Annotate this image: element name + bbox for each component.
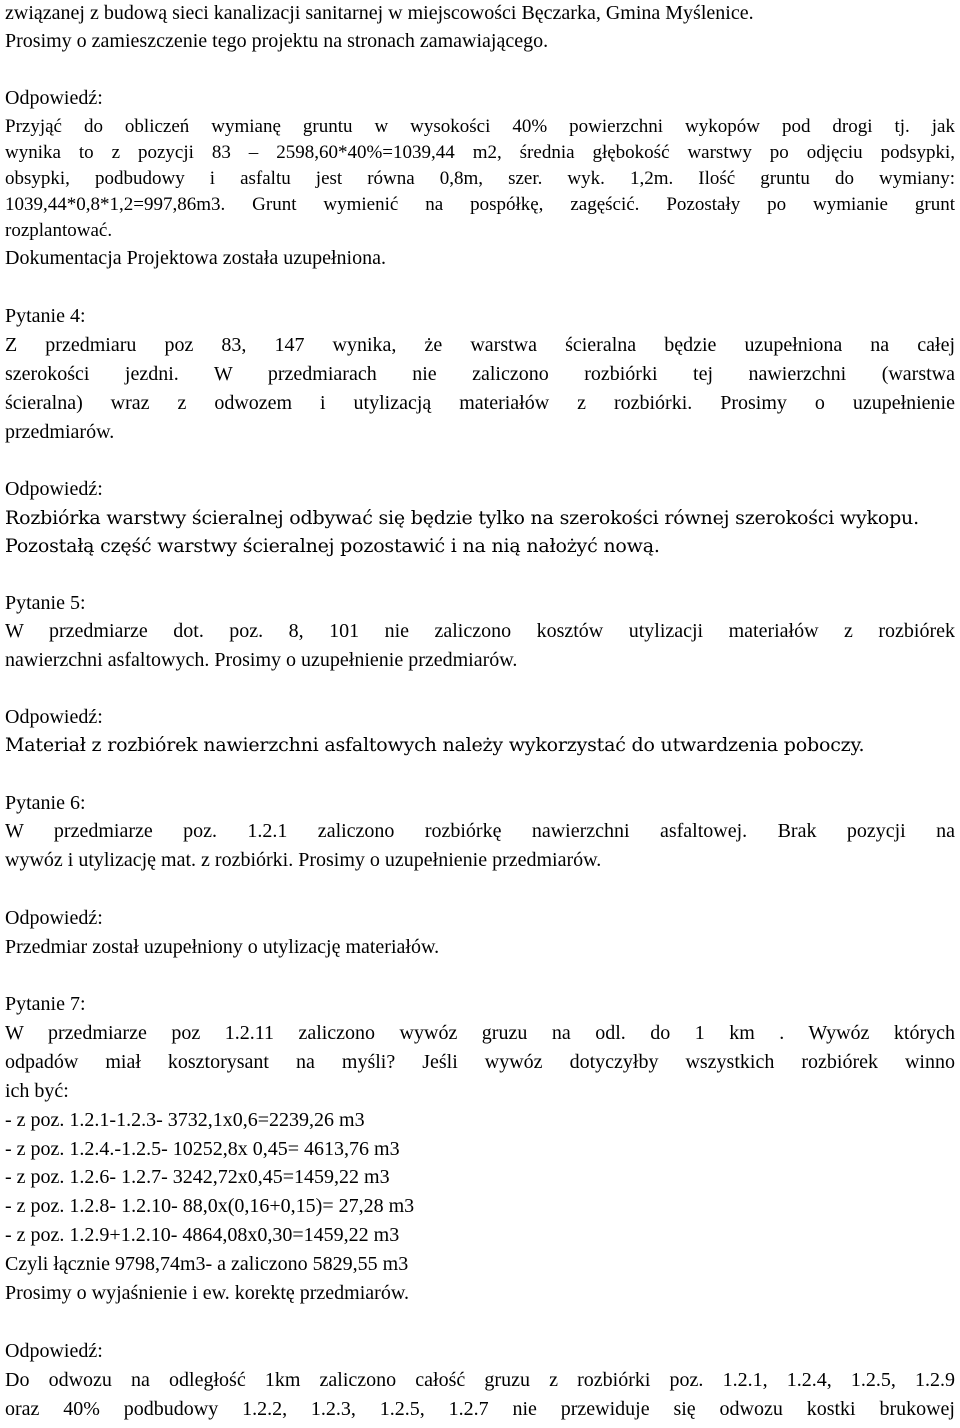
question-7-line-2: odpadów miał kosztorysant na myśli? Jeśli wywóz dotyczyłby wszystkich rozbiórek winno xyxy=(5,1051,955,1073)
answer-3-line-5: rozplantować. xyxy=(5,220,113,241)
answer-3-line-4: 1039,44*0,8*1,2=997,86m3. Grunt wymienić na pospółkę, zagęścić. Pozostały po wymianie grunt xyxy=(5,194,955,215)
answer-4-heading: Odpowiedź: xyxy=(5,478,103,500)
question-7-line-1: W przedmiarze poz 1.2.11 zaliczono wywóz gruzu na odl. do 1 km . Wywóz których xyxy=(5,1022,955,1044)
answer-7-heading: Odpowiedź: xyxy=(5,1340,103,1362)
question-6-line-2: wywóz i utylizację mat. z rozbiórki. Prosimy o uzupełnienie przedmiarów. xyxy=(5,849,602,871)
question-5-line-2: nawierzchni asfaltowych. Prosimy o uzupełnienie przedmiarów. xyxy=(5,649,518,671)
question-7-summary: Czyli łącznie 9798,74m3- a zaliczono 5829,55 m3 xyxy=(5,1253,409,1275)
question-7-list-item-2: - z poz. 1.2.4.-1.2.5- 10252,8x 0,45= 4613,76 m3 xyxy=(5,1138,400,1160)
answer-3-line-3: obsypki, podbudowy i asfaltu jest równa 0,8m, szer. wyk. 1,2m. Ilość gruntu do wymiany: xyxy=(5,168,955,189)
question-6-line-1: W przedmiarze poz. 1.2.1 zaliczono rozbiórkę nawierzchni asfaltowej. Brak pozycji na xyxy=(5,820,955,842)
question-7-line-3: ich być: xyxy=(5,1080,69,1102)
question-4-line-2: szerokości jezdni. W przedmiarach nie zaliczono rozbiórki tej nawierzchni (warstwa xyxy=(5,363,955,385)
answer-6-line-1: Przedmiar został uzupełniony o utylizację materiałów. xyxy=(5,936,440,958)
intro-line-2: Prosimy o zamieszczenie tego projektu na stronach zamawiającego. xyxy=(5,30,549,52)
answer-4-line-1: Rozbiórka warstwy ścieralnej odbywać się będzie tylko na szerokości równej szerokości wykopu. xyxy=(5,507,919,529)
question-5-heading: Pytanie 5: xyxy=(5,592,86,614)
question-5-line-1: W przedmiarze dot. poz. 8, 101 nie zaliczono kosztów utylizacji materiałów z rozbiórek xyxy=(5,620,955,642)
question-7-list-item-5: - z poz. 1.2.9+1.2.10- 4864,08x0,30=1459,22 m3 xyxy=(5,1224,400,1246)
question-7-heading: Pytanie 7: xyxy=(5,993,86,1015)
answer-3-line-1: Przyjąć do obliczeń wymianę gruntu w wysokości 40% powierzchni wykopów pod drogi tj. jak xyxy=(5,116,955,137)
intro-line-1: związanej z budową sieci kanalizacji sanitarnej w miejscowości Bęczarka, Gmina Myślenice. xyxy=(5,2,754,24)
question-7-list-item-1: - z poz. 1.2.1-1.2.3- 3732,1x0,6=2239,26 m3 xyxy=(5,1109,365,1131)
answer-3-heading: Odpowiedź: xyxy=(5,87,103,109)
question-4-line-4: przedmiarów. xyxy=(5,421,115,443)
answer-6-heading: Odpowiedź: xyxy=(5,907,103,929)
answer-4-line-2: Pozostałą część warstwy ścieralnej pozostawić i na nią nałożyć nową. xyxy=(5,535,660,557)
question-4-line-3: ścieralna) wraz z odwozem i utylizacją materiałów z rozbiórki. Prosimy o uzupełnienie xyxy=(5,392,955,414)
answer-5-heading: Odpowiedź: xyxy=(5,706,103,728)
answer-7-line-2: oraz 40% podbudowy 1.2.2, 1.2.3, 1.2.5, 1.2.7 nie przewiduje się odwozu kostki brukowej xyxy=(5,1398,955,1420)
question-7-list-item-3: - z poz. 1.2.6- 1.2.7- 3242,72x0,45=1459,22 m3 xyxy=(5,1166,390,1188)
question-6-heading: Pytanie 6: xyxy=(5,792,86,814)
question-7-request: Prosimy o wyjaśnienie i ew. korektę przedmiarów. xyxy=(5,1282,409,1304)
answer-5-line-1: Materiał z rozbiórek nawierzchni asfaltowych należy wykorzystać do utwardzenia poboczy. xyxy=(5,734,865,756)
answer-3-line-2: wynika to z pozycji 83 – 2598,60*40%=1039,44 m2, średnia głębokość warstwy po odjęciu podsypki, xyxy=(5,142,955,163)
question-4-line-1: Z przedmiaru poz 83, 147 wynika, że warstwa ścieralna będzie uzupełniona na całej xyxy=(5,334,955,356)
answer-3-line-6: Dokumentacja Projektowa została uzupełniona. xyxy=(5,247,386,269)
answer-7-line-1: Do odwozu na odległość 1km zaliczono całość gruzu z rozbiórki poz. 1.2.1, 1.2.4, 1.2.5, 1.2.9 xyxy=(5,1369,955,1391)
question-7-list-item-4: - z poz. 1.2.8- 1.2.10- 88,0x(0,16+0,15)= 27,28 m3 xyxy=(5,1195,415,1217)
question-4-heading: Pytanie 4: xyxy=(5,305,86,327)
